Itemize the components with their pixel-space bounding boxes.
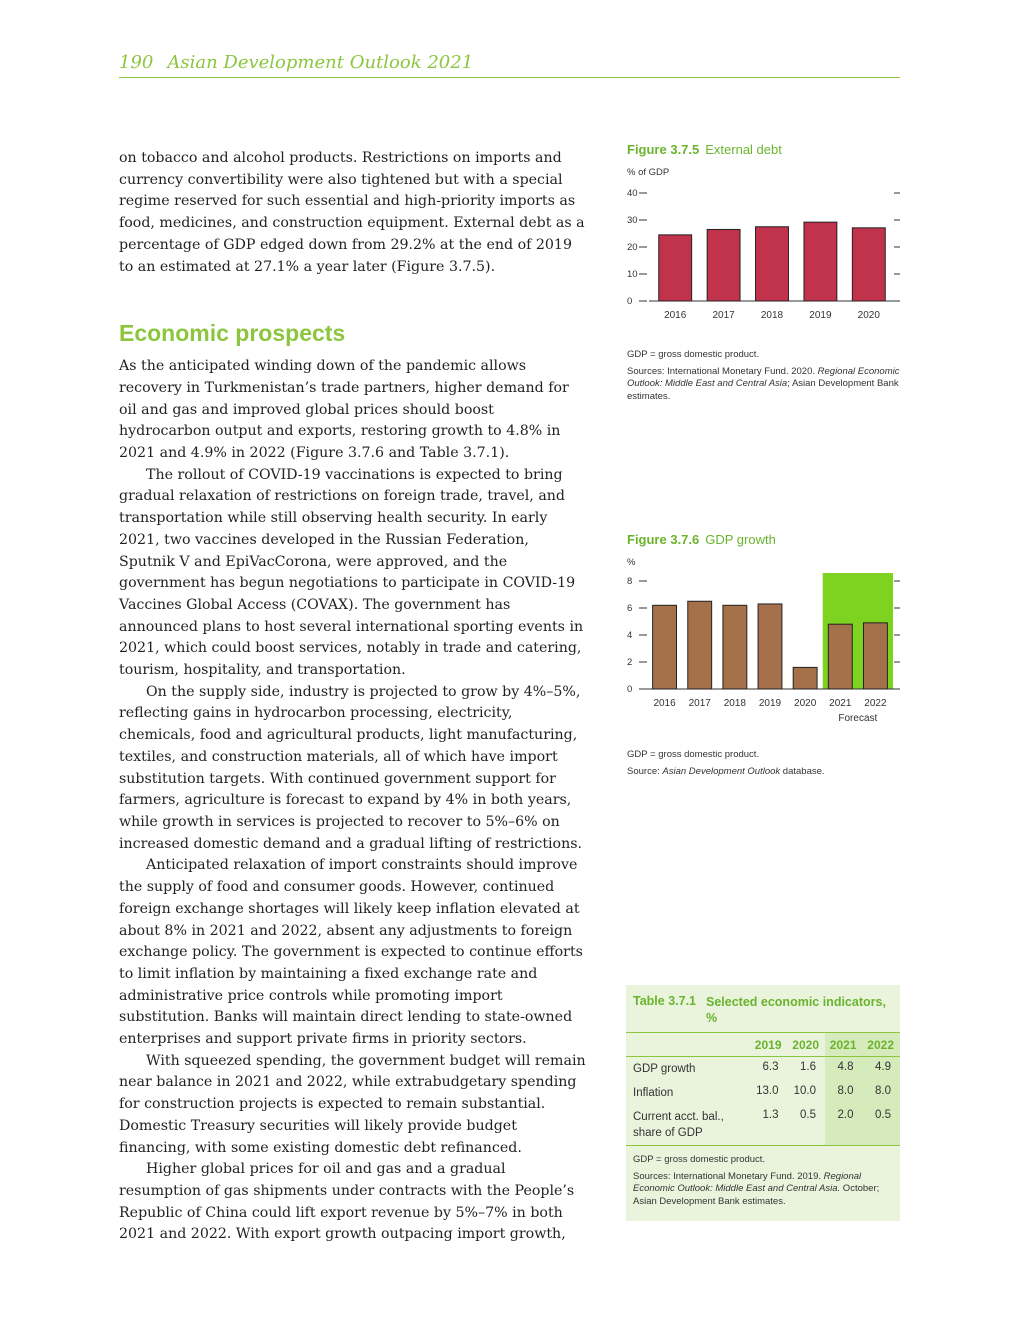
abbrev-note: GDP = gross domestic product. — [627, 349, 760, 360]
page-number: 190 — [119, 52, 154, 73]
abbrev-note: GDP = gross domestic product. — [627, 749, 760, 760]
paragraph: With squeezed spending, the government budget will remain near balance in 2021 and 2022, while extrabudgetary spending for construction projects is expected to remain substantial. Domestic Treasury securities will likely provide budget financing, with some existing domestic debt refinanced. — [119, 1052, 586, 1156]
bar — [852, 228, 885, 301]
table-row — [626, 1081, 900, 1105]
forecast-label: Forecast — [838, 713, 878, 724]
y-tick-label: 30 — [627, 215, 638, 226]
x-tick-label: 2016 — [653, 698, 676, 709]
figure-name: GDP growth — [705, 532, 776, 547]
paragraph: Anticipated relaxation of import constraints should improve the supply of food and consumer goods. However, continued foreign exchange shortages will likely keep inflation elevated at about 8% in 2021 and 2022, absent any adjustments to foreign exchange policy. The government is expected to continue efforts to limit inflation by maintaining a fixed exchange rate and administrative price controls while promoting import substitution. Banks will maintain direct lending to state-owned enterprises and support private firms in priority sectors. — [119, 857, 583, 1048]
table-cell: 10.0 — [793, 1085, 816, 1097]
source-note: Source: Asian Development Outlook database. — [627, 765, 825, 777]
source-note: Sources: International Monetary Fund. 2020. Regional Economic Outlook: Middle East and Central Asia; Asian Development Bank estimates. — [627, 365, 900, 402]
table-cell: 4.9 — [863, 1057, 901, 1082]
table-cell: 4.8 — [825, 1057, 863, 1082]
y-tick-label: 6 — [627, 603, 633, 614]
paragraph: Higher global prices for oil and gas and a gradual resumption of gas shipments under contracts with the People’s Republic of China could lift export revenue by 5%–7% in both 2021 and 2022. With export growth outpacing import growth, — [119, 1161, 575, 1243]
paragraph: As the anticipated winding down of the pandemic allows recovery in Turkmenistan’s trade partners, higher demand for oil and gas and improved global prices should boost hydrocarbon output and exports, restoring growth to 4.8% in 2021 and 4.9% in 2022 (Figure 3.7.6 and Table 3.7.1). — [119, 358, 569, 462]
figure-gdp-growth — [627, 532, 900, 782]
x-tick-label: 2020 — [857, 310, 880, 321]
column-header: 2019 — [754, 1038, 782, 1052]
paragraph: The rollout of COVID-19 vaccinations is expected to bring gradual relaxation of restrictions on foreign trade, travel, and transportation while still observing health security. In early 2021, two vaccines developed in the Russian Federation, Sputnik V and EpiVacCorona, were approved, and the government has begun negotiations to participate in COVID-19 Vaccines Global Access (COVAX). The government has announced plans to host several international sporting events in 2021, which could boost services, notably in trade and catering, tourism, hospitality, and transportation. — [119, 466, 584, 679]
figure-notes — [627, 749, 900, 778]
bar — [863, 623, 887, 689]
body-column — [119, 148, 587, 1246]
table-header-row — [626, 1033, 900, 1057]
bar — [688, 601, 712, 689]
bar — [723, 605, 747, 689]
bar — [653, 605, 677, 689]
x-tick-label: 2019 — [758, 698, 782, 709]
indicators-table — [626, 1032, 900, 1146]
y-tick-label: 20 — [627, 242, 638, 253]
table-cell: 0.5 — [863, 1105, 901, 1146]
x-tick-label: 2022 — [864, 698, 887, 709]
table-cell: 1.3 — [762, 1109, 779, 1121]
table-notes — [626, 1146, 900, 1208]
y-axis-label: % of GDP — [627, 167, 670, 178]
x-tick-label: 2016 — [664, 310, 687, 321]
bar — [793, 667, 817, 689]
column-header: 2022 — [863, 1033, 901, 1057]
table-name: Selected economic indicators, % — [706, 995, 886, 1025]
section-heading: Economic prospects — [119, 320, 346, 347]
bar — [828, 624, 852, 689]
y-tick-label: 4 — [627, 630, 633, 641]
figure-title — [627, 532, 900, 547]
figure-notes — [627, 349, 900, 403]
x-tick-label: 2018 — [723, 698, 746, 709]
bar — [707, 229, 740, 301]
table-cell: 8.0 — [825, 1081, 863, 1105]
column-header: 2020 — [792, 1038, 819, 1052]
y-tick-label: 8 — [627, 576, 633, 587]
figure-number: Figure 3.7.5 — [627, 142, 700, 157]
x-tick-label: 2019 — [809, 310, 832, 321]
row-label: Current acct. bal., share of GDP — [633, 1111, 724, 1139]
table-title — [626, 985, 900, 1032]
y-axis-label: % — [627, 557, 636, 568]
column-header: 2021 — [825, 1033, 863, 1057]
y-tick-label: 40 — [627, 188, 638, 199]
y-tick-label: 2 — [627, 657, 633, 668]
x-tick-label: 2018 — [760, 310, 784, 321]
figure-title — [627, 142, 900, 157]
table-cell: 1.6 — [800, 1061, 816, 1073]
running-header — [119, 52, 900, 78]
x-tick-label: 2017 — [712, 310, 735, 321]
bar — [659, 235, 692, 301]
paragraph: on tobacco and alcohol products. Restrictions on imports and currency convertibility were also tightened but with a special regime reserved for such essential and high-priority imports as food, medicines, and construction equipment. External debt as a percentage of GDP edged down from 29.2% at the end of 2019 to an estimated at 27.1% a year later (Figure 3.7.5). — [119, 150, 585, 275]
x-tick-label: 2020 — [794, 698, 817, 709]
figure-name: External debt — [705, 142, 782, 157]
table-row — [626, 1057, 900, 1082]
running-title: Asian Development Outlook 2021 — [167, 52, 474, 73]
table-selected-indicators — [626, 985, 900, 1221]
figure-external-debt — [627, 142, 900, 407]
y-tick-label: 0 — [627, 684, 633, 695]
figure-number: Figure 3.7.6 — [627, 532, 700, 547]
table-cell: 2.0 — [825, 1105, 863, 1146]
bar — [756, 227, 789, 301]
table-row — [626, 1105, 900, 1146]
external-debt-chart — [627, 163, 900, 333]
bar — [804, 222, 837, 301]
x-tick-label: 2021 — [829, 698, 852, 709]
table-cell: 6.3 — [762, 1061, 779, 1073]
table-cell: 8.0 — [863, 1081, 901, 1105]
row-label: GDP growth — [633, 1063, 696, 1075]
table-cell: 13.0 — [756, 1085, 779, 1097]
y-tick-label: 0 — [627, 296, 633, 307]
source-note: Sources: International Monetary Fund. 2019. Regional Economic Outlook: Middle East and Central Asia. October; Asian Development Bank estimates. — [633, 1170, 880, 1207]
table-number: Table 3.7.1 — [633, 994, 696, 1008]
row-label: Inflation — [633, 1087, 674, 1099]
paragraph: On the supply side, industry is projected to grow by 4%–5%, reflecting gains in hydrocarbon processing, electricity, chemicals, food and agricultural products, light manufacturing, textiles, and construction materials, all of which have import substitution targets. With continued government support for farmers, agriculture is forecast to expand by 4% in both years, while growth in services is projected to recover to 5%–6% on increased domestic demand and a gradual lifting of restrictions. — [119, 683, 583, 852]
y-tick-label: 10 — [627, 269, 638, 280]
table-cell: 0.5 — [800, 1109, 816, 1121]
x-tick-label: 2017 — [688, 698, 711, 709]
gdp-growth-chart — [627, 553, 900, 733]
abbrev-note: GDP = gross domestic product. — [633, 1154, 766, 1165]
bar — [758, 604, 782, 689]
